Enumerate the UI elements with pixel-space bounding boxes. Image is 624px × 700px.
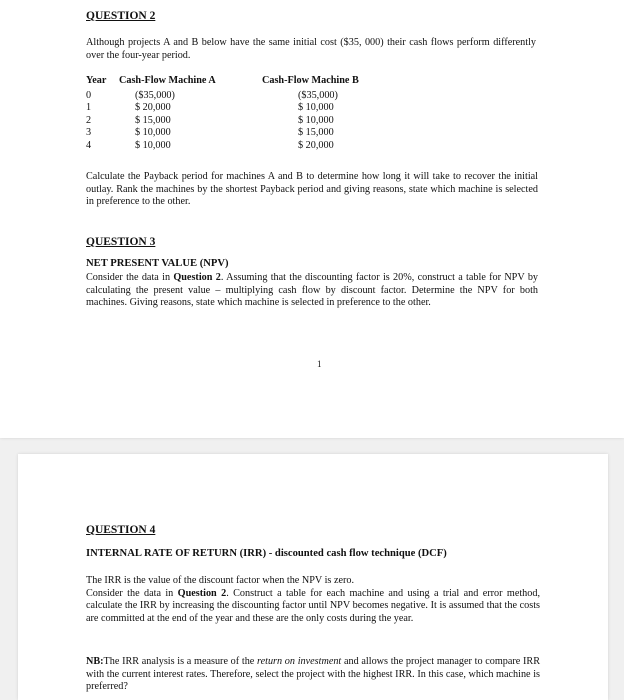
question-3-heading: QUESTION 3: [86, 236, 156, 248]
question-2-reference: Question 2: [173, 272, 221, 283]
nb-text-start: The IRR analysis is a measure of the: [103, 656, 258, 667]
question-3-body: [86, 272, 538, 310]
year-cell: 4: [86, 139, 92, 151]
year-cell: 2: [86, 114, 92, 126]
irr-instruction-start: Consider the data in: [86, 587, 178, 599]
machine-b-cell: $ 15,000: [298, 127, 334, 139]
nb-label: NB:: [86, 656, 104, 667]
machine-b-cell: $ 20,000: [298, 139, 334, 151]
page-number: 1: [317, 359, 322, 369]
question-3-text-start: Consider the data in: [86, 272, 174, 283]
machine-a-header: Cash-Flow Machine A: [119, 75, 216, 86]
nb-text-end: and allows the project manager to compare IRR with the current interest rates. Therefore, select the project with the highest IRR. In this case, which machine is preferred?: [86, 656, 540, 693]
nb-note: [86, 656, 540, 694]
npv-subheading: NET PRESENT VALUE (NPV): [86, 258, 229, 269]
question-3-text-end: . Assuming that the discounting factor is 20%, construct a table for NPV by calculating the present value – multiplying cash flow by discount factor. Determine the NPV for both machines. Giving reasons, state which machine is selected in preference to the other.: [86, 272, 539, 309]
irr-instruction-end: . Construct a table for each machine and using a trial and error method, calculate the IRR by increasing the discounting factor until NPV becomes negative. It is assumed that the costs are committed at the end of the year and these are the only costs during the year.: [86, 587, 541, 624]
question-4-body: [86, 575, 540, 625]
question-2-intro: Although projects A and B below have the same initial cost ($35, 000) their cash flows perform differently over the four-year period.: [86, 37, 536, 61]
document-page-2: [18, 454, 608, 700]
machine-b-cell: ($35,000): [298, 89, 338, 101]
question-2-instruction: Calculate the Payback period for machines A and B to determine how long it will take to recover the initial outlay. Rank the machines by the shortest Payback period and giving reasons, state which machine is selected in preference to the other.: [86, 171, 538, 208]
year-header: Year: [86, 75, 107, 86]
year-column: [86, 75, 114, 153]
machine-a-cell: $ 10,000: [135, 127, 171, 139]
question-4-heading: QUESTION 4: [86, 524, 156, 536]
machine-a-cell: ($35,000): [135, 89, 175, 101]
irr-subheading: INTERNAL RATE OF RETURN (IRR) - discounted cash flow technique (DCF): [86, 548, 447, 559]
year-cell: 3: [86, 127, 92, 139]
machine-a-cell: $ 20,000: [135, 102, 171, 114]
irr-instruction: [86, 588, 540, 626]
question-2-heading: QUESTION 2: [86, 10, 156, 22]
cash-flow-table: [86, 75, 406, 165]
machine-a-column: [119, 75, 239, 153]
year-cell: 0: [86, 89, 92, 101]
machine-b-column: [262, 75, 382, 153]
year-cell: 1: [86, 102, 92, 114]
machine-a-cell: $ 10,000: [135, 139, 171, 151]
irr-definition: The IRR is the value of the discount factor when the NPV is zero.: [86, 575, 355, 586]
machine-b-cell: $ 10,000: [298, 114, 334, 126]
machine-a-cell: $ 15,000: [135, 114, 171, 126]
nb-italic-term: return on investment: [257, 656, 342, 667]
machine-b-cell: $ 10,000: [298, 102, 334, 114]
machine-b-header: Cash-Flow Machine B: [262, 75, 359, 86]
question-2-reference: Question 2: [177, 587, 227, 599]
